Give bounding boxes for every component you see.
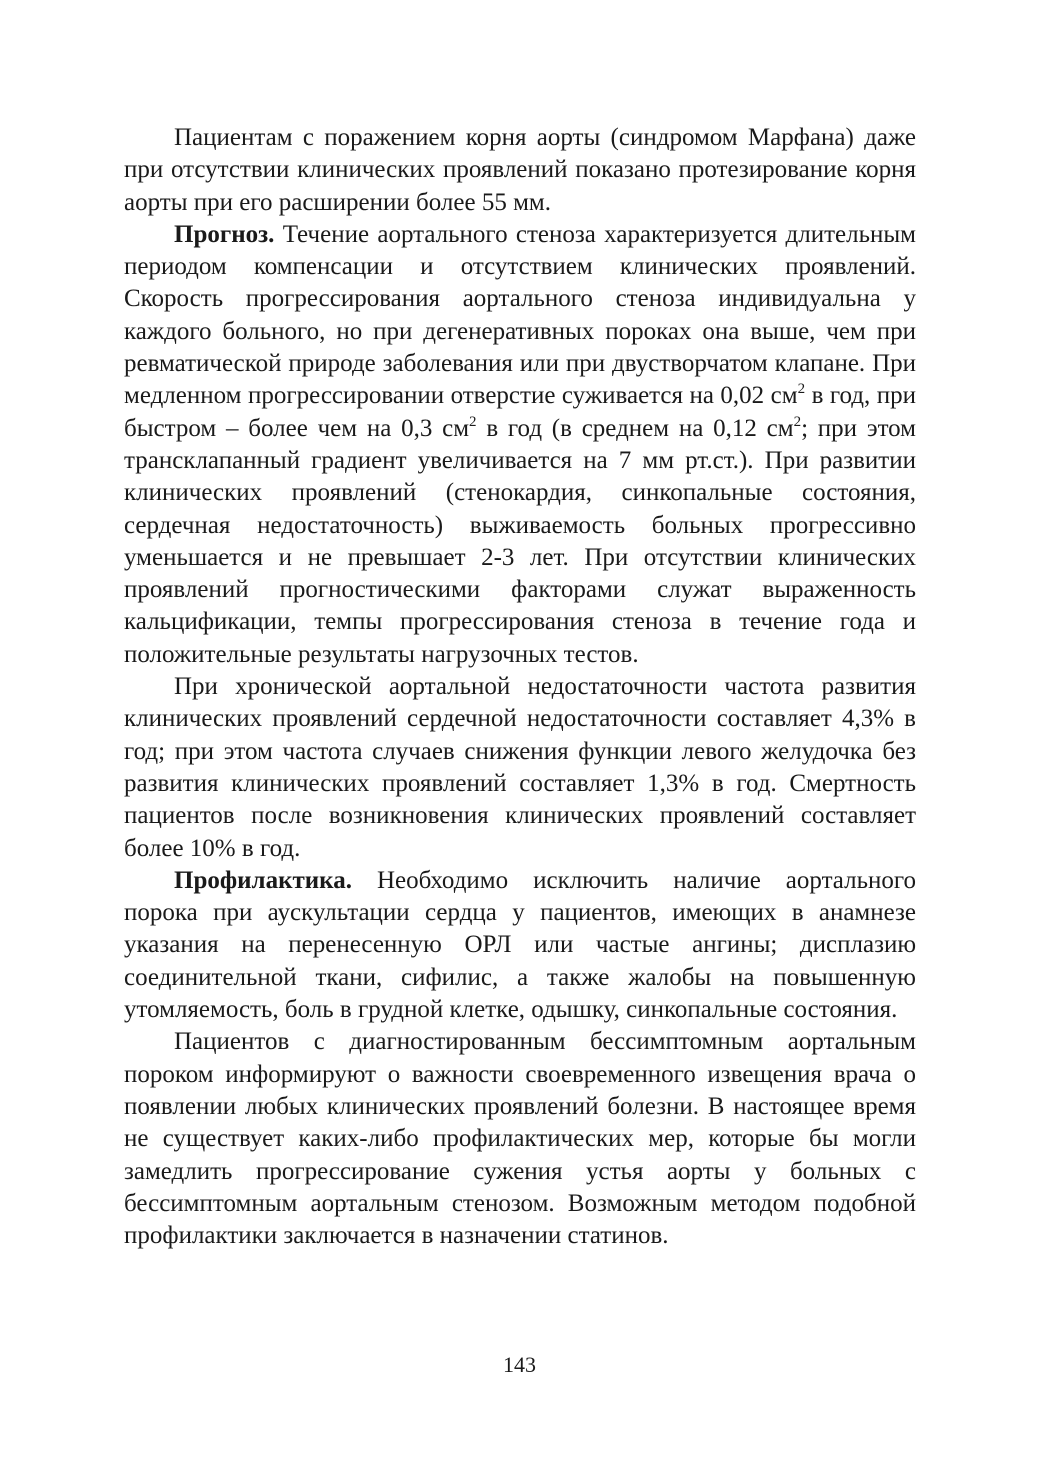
superscript: 2: [469, 413, 477, 430]
superscript: 2: [797, 381, 806, 398]
paragraph-aortic-insufficiency: [124, 671, 916, 865]
section-heading-prognosis: Прогноз.: [174, 220, 275, 248]
paragraph-marfan: [124, 122, 916, 219]
paragraph-text: ; при этом трансклапанный градиент увеличивается на 7 мм рт.ст.). При развитии клинических проявлений (стенокардия, синкопальные состояния, сердечная недостаточность) выживаемость больных прогрессивно уменьшается и не превышает 2-3 лет. При отсутствии клинических проявлений прогностическими факторами служат выраженность кальцификации, темпы прогрессирования стеноза в течение года и положительные результаты нагрузочных тестов.: [124, 414, 917, 668]
section-heading-prevention: Профилактика.: [174, 866, 352, 894]
paragraph-text: Пациентов с диагностированным бессимптомным аортальным пороком информируют о важности своевременного извещения врача о появлении любых клинических проявлений болезни. В настоящее время не существует каких-либо профилактических мер, которые бы могли замедлить прогрессирование сужения устья аорты у больных с бессимптомным аортальным стенозом. Возможным методом подобной профилактики заключается в назначении статинов.: [124, 1028, 916, 1250]
paragraph-prognosis: [124, 219, 916, 671]
paragraph-text: в год, при быстром – более чем на 0,3 см: [124, 382, 916, 442]
paragraph-text: Течение аортального стеноза характеризуется длительным периодом компенсации и отсутствием клинических проявлений. Скорость прогрессирования аортального стеноза индивидуальна у каждого больного, но при дегенеративных пороках она выше, чем при ревматической природе заболевания или при двустворчатом клапане. При медленном прогрессировании отверстие суживается на 0,02 см: [124, 220, 916, 410]
body-text: [124, 122, 916, 1252]
superscript: 2: [793, 413, 802, 430]
paragraph-text: Пациентам с поражением корня аорты (синдромом Марфана) даже при отсутствии клинических проявлений показано протезирование корня аорты при его расширении более 55 мм.: [124, 124, 916, 216]
page-number: 143: [503, 1352, 536, 1377]
paragraph-text: Необходимо исключить наличие аортального порока при аускультации сердца у пациентов, имеющих в анамнезе указания на перенесенную ОРЛ или частые ангины; дисплазию соединительной ткани, сифилис, а также жалобы на повышенную утомляемость, боль в грудной клетке, одышку, синкопальные состояния.: [124, 866, 916, 1024]
paragraph-text: При хронической аортальной недостаточности частота развития клинических проявлений сердечной недостаточности составляет 4,3% в год; при этом частота случаев снижения функции левого желудочка без развития клинических проявлений составляет 1,3% в год. Смертность пациентов после возникновения клинических проявлений составляет более 10% в год.: [124, 673, 916, 862]
paragraph-prevention: [124, 865, 916, 1026]
paragraph-asymptomatic: [124, 1026, 916, 1252]
paragraph-text: в год (в среднем на 0,12 см: [476, 414, 794, 442]
